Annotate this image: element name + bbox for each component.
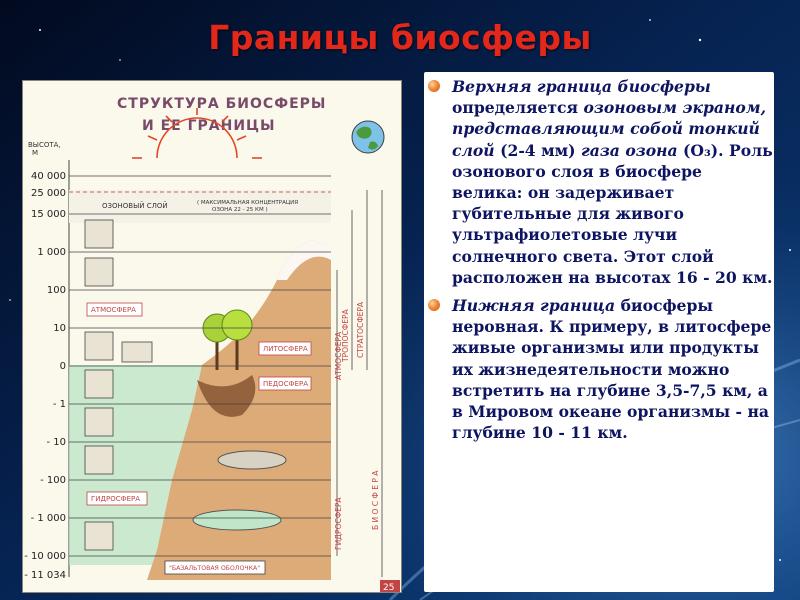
p1-part6: (О₃). Роль озонового слоя в биосфере велика: он задерживает губительные для живого ультрафиолетовые лучи солнечного света. Этот слой расположен на высотах 16 - 20 км. (452, 140, 773, 287)
tick-15000: 15 000 (31, 209, 66, 220)
p1-part1: Верхняя граница биосферы (452, 77, 711, 96)
ozone-max-label-2: ОЗОНА 22 - 25 КМ ) (212, 207, 268, 213)
globe-icon (352, 121, 384, 153)
poster-title-line2: И ЕЕ ГРАНИЦЫ (142, 118, 276, 134)
p1-part3: озоновым экраном, представляющим собой тонкий слой (452, 98, 767, 160)
orange-sphere-bullet-icon (428, 299, 440, 311)
basalt-label: "БАЗАЛЬТОВАЯ ОБОЛОЧКА" (169, 565, 261, 572)
atmosphere-vertical: АТМОСФЕРА (334, 331, 343, 380)
y-axis-unit: М (32, 149, 39, 157)
atmosphere-label: АТМОСФЕРА (91, 306, 136, 314)
p1-part4: (2-4 мм) (500, 140, 576, 160)
tick-0: 0 (59, 361, 66, 372)
tick-1000: 1 000 (37, 247, 66, 258)
orange-sphere-bullet-icon (428, 80, 440, 92)
biosphere-vertical: Б И О С Ф Е Р А (371, 470, 380, 530)
tick-minus-1: - 1 (52, 399, 66, 410)
hydrosphere-vertical: ГИДРОСФЕРА (334, 497, 343, 550)
troposphere-vertical: ТРОПОСФЕРА (341, 309, 350, 362)
tick-10: 10 (53, 323, 66, 334)
p2-part1: Нижняя граница (452, 296, 616, 316)
tick-100: 100 (46, 285, 66, 296)
ozone-max-label-1: ( МАКСИМАЛЬНАЯ КОНЦЕНТРАЦИЯ (197, 200, 299, 206)
pedosphere-label: ПЕДОСФЕРА (263, 380, 309, 388)
description-panel (424, 72, 774, 592)
poster-title-line1: СТРУКТУРА БИОСФЕРЫ (117, 96, 327, 112)
slide-title: Границы биосферы (208, 18, 592, 57)
y-axis-label: ВЫСОТА, (28, 141, 61, 149)
ozone-layer-label: ОЗОНОВЫЙ СЛОЙ (102, 202, 168, 210)
tick-minus-1000: - 1 000 (30, 513, 66, 524)
tick-minus-10: - 10 (46, 437, 66, 448)
tick-40000: 40 000 (31, 171, 66, 182)
tick-minus-100: - 100 (40, 475, 66, 486)
lower-boundary-paragraph (424, 295, 774, 443)
tick-minus-10000: - 10 000 (24, 551, 66, 562)
lithosphere-label: ЛИТОСФЕРА (263, 345, 308, 353)
p1-part2: определяется (452, 98, 579, 118)
hydrosphere-label: ГИДРОСФЕРА (91, 495, 141, 503)
upper-boundary-paragraph (424, 76, 774, 288)
p1-part5: газа озона (580, 140, 678, 160)
p2-part2: биосферы неровная. К примеру, в литосфере живые организмы или продукты их жизнедеятельности можно встретить на глубине 3,5-7,5 км, а в Мировом океане организмы - на глубине 10 - 11 км. (452, 296, 772, 443)
tick-minus-11034: - 11 034 (24, 570, 66, 581)
page-number: 25 (383, 583, 395, 593)
stratosphere-vertical: СТРАТОСФЕРА (356, 301, 365, 358)
tick-25000: 25 000 (31, 188, 66, 199)
biosphere-structure-poster (22, 80, 402, 593)
